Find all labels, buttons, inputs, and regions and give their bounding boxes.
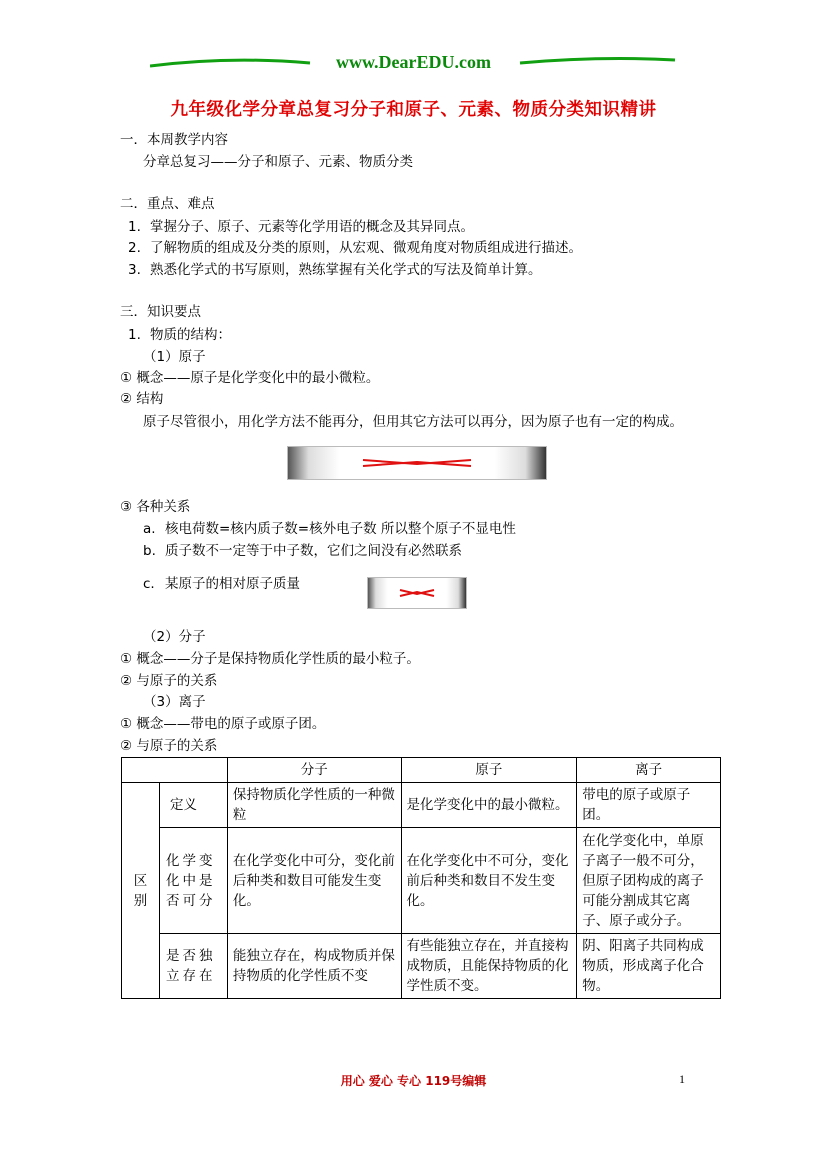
table-cell: 保持物质化学性质的一种微粒	[227, 783, 401, 828]
table-cell: 在化学变化中，单原子离子一般不可分，但原子团构成的离子可能分割成其它离子、原子或分子。	[577, 828, 721, 934]
table-cell: 能独立存在，构成物质并保持物质的化学性质不变	[227, 934, 401, 999]
group-label: 区别	[122, 783, 160, 999]
row-label: 化学变化中是否可分	[159, 828, 227, 934]
site-logo: www.DearEDU.com	[336, 52, 491, 72]
list-item: c. 某原子的相对原子质量	[143, 576, 300, 592]
table-row	[122, 934, 721, 999]
row-label: 是否独立存在	[159, 934, 227, 999]
table-cell: 有些能独立存在，并直接构成物质，且能保持物质的化学性质不变。	[401, 934, 577, 999]
atom-concept: ① 概念——原子是化学变化中的最小微粒。	[120, 370, 380, 386]
atom-relations: ③ 各种关系	[120, 499, 191, 515]
list-item: 1. 掌握分子、原子、元素等化学用语的概念及其异同点。	[128, 219, 474, 235]
table-cell: 带电的原子或原子团。	[577, 783, 721, 828]
molecule-relation: ② 与原子的关系	[120, 673, 218, 689]
subsection-label: （3）离子	[143, 694, 206, 710]
atom-structure-text: 原子尽管很小，用化学方法不能再分，但用其它方法可以再分，因为原子也有一定的构成。	[143, 414, 683, 430]
list-item: a. 核电荷数=核内质子数=核外电子数 所以整个原子不显电性	[143, 521, 516, 537]
table-header: 原子	[401, 758, 577, 783]
section3-heading: 三．知识要点	[120, 304, 201, 320]
list-item: 3. 熟悉化学式的书写原则，熟练掌握有关化学式的写法及简单计算。	[128, 262, 542, 278]
table-cell: 阴、阳离子共同构成物质，形成离子化合物。	[577, 934, 721, 999]
section1-content: 分章总复习——分子和原子、元素、物质分类	[143, 154, 413, 170]
page-number: 1	[679, 1072, 685, 1086]
list-item: 1. 物质的结构：	[128, 327, 231, 343]
page-title: 九年级化学分章总复习分子和原子、元素、物质分类知识精讲	[170, 100, 657, 120]
section1-heading: 一．本周教学内容	[120, 132, 228, 148]
atom-structure: ② 结构	[120, 391, 164, 407]
ion-relation: ② 与原子的关系	[120, 738, 218, 754]
table-cell: 在化学变化中不可分，变化前后种类和数目不发生变化。	[401, 828, 577, 934]
comparison-table	[121, 757, 721, 999]
table-row	[122, 783, 721, 828]
table-cell: 在化学变化中可分，变化前后种类和数目可能发生变化。	[227, 828, 401, 934]
table-header: 分子	[227, 758, 401, 783]
footer-text: 用心 爱心 专心 119号编辑	[340, 1074, 487, 1088]
missing-image-placeholder	[367, 577, 467, 609]
table-header-row	[122, 758, 721, 783]
table-row	[122, 828, 721, 934]
subsection-label: （2）分子	[143, 629, 206, 645]
molecule-concept: ① 概念——分子是保持物质化学性质的最小粒子。	[120, 651, 420, 667]
missing-image-placeholder	[287, 446, 547, 480]
list-item: 2. 了解物质的组成及分类的原则，从宏观、微观角度对物质组成进行描述。	[128, 240, 582, 256]
section2-heading: 二．重点、难点	[120, 196, 215, 212]
table-cell: 是化学变化中的最小微粒。	[401, 783, 577, 828]
ion-concept: ① 概念——带电的原子或原子团。	[120, 716, 326, 732]
table-header: 离子	[577, 758, 721, 783]
list-item: b. 质子数不一定等于中子数，它们之间没有必然联系	[143, 543, 462, 559]
row-label: 定义	[159, 783, 227, 828]
subsection-label: （1）原子	[143, 349, 206, 365]
